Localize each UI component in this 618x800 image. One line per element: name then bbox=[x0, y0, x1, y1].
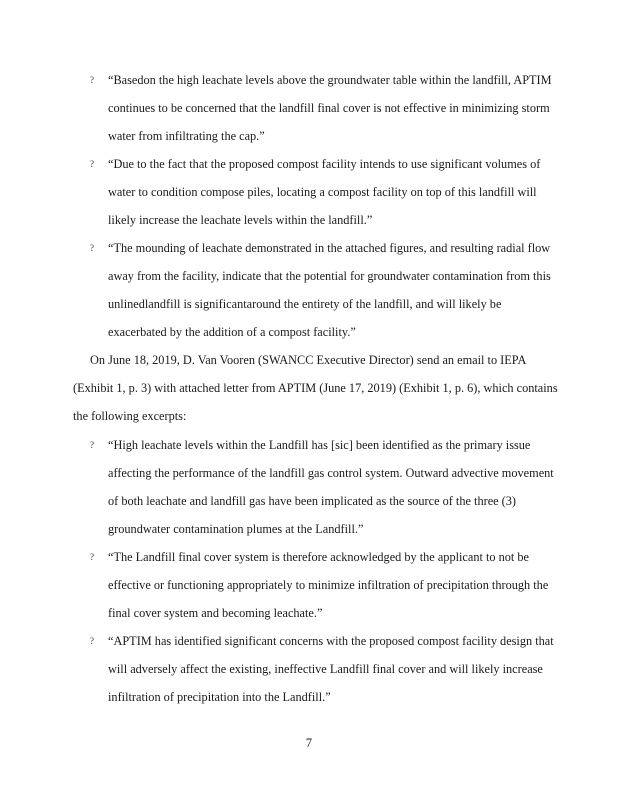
quote-line: unlinedlandfill is significantaround the entirety of the landfill, and will likely be bbox=[108, 297, 502, 311]
bullet-marker-icon: ? bbox=[90, 552, 94, 562]
bullet-marker-icon: ? bbox=[90, 440, 94, 450]
quote-line: infiltration of precipitation into the Landfill.” bbox=[108, 690, 331, 704]
paragraph-line: the following excerpts: bbox=[73, 409, 187, 423]
paragraph-line: (Exhibit 1, p. 3) with attached letter from APTIM (June 17, 2019) (Exhibit 1, p. 6), which contains bbox=[73, 381, 558, 395]
quote-line: likely increase the leachate levels within the landfill.” bbox=[108, 213, 373, 227]
paragraph-line: On June 18, 2019, D. Van Vooren (SWANCC Executive Director) send an email to IEPA bbox=[90, 353, 527, 367]
quote-line: of both leachate and landfill gas have been implicated as the source of the three (3) bbox=[108, 494, 517, 508]
quote-line: final cover system and becoming leachate.” bbox=[108, 606, 323, 620]
quote-line: water to condition compose piles, locating a compost facility on top of this landfill will bbox=[108, 185, 537, 199]
quote-line: affecting the performance of the landfill gas control system. Outward advective movement bbox=[108, 466, 554, 480]
quote-line: “High leachate levels within the Landfill has [sic] been identified as the primary issue bbox=[108, 438, 531, 452]
bullet-marker-icon: ? bbox=[90, 243, 94, 253]
quote-line: groundwater contamination plumes at the Landfill.” bbox=[108, 522, 364, 536]
quote-line: water from infiltrating the cap.” bbox=[108, 129, 265, 143]
quote-line: exacerbated by the addition of a compost facility.” bbox=[108, 325, 356, 339]
quote-line: “The mounding of leachate demonstrated in the attached figures, and resulting radial flow bbox=[108, 241, 551, 255]
quote-line: “The Landfill final cover system is therefore acknowledged by the applicant to not be bbox=[108, 550, 530, 564]
quote-line: “Due to the fact that the proposed compost facility intends to use significant volumes of bbox=[108, 157, 541, 171]
bullet-marker-icon: ? bbox=[90, 75, 94, 85]
quote-line: “Basedon the high leachate levels above the groundwater table within the landfill, APTIM bbox=[108, 73, 552, 87]
quote-line: “APTIM has identified significant concerns with the proposed compost facility design that bbox=[108, 634, 554, 648]
quote-line: will adversely affect the existing, ineffective Landfill final cover and will likely increase bbox=[108, 662, 543, 676]
bullet-marker-icon: ? bbox=[90, 636, 94, 646]
quote-line: effective or functioning appropriately to minimize infiltration of precipitation through the bbox=[108, 578, 549, 592]
quote-line: away from the facility, indicate that the potential for groundwater contamination from this bbox=[108, 269, 551, 283]
page-number: 7 bbox=[305, 736, 313, 750]
bullet-marker-icon: ? bbox=[90, 159, 94, 169]
quote-line: continues to be concerned that the landfill final cover is not effective in minimizing storm bbox=[108, 101, 550, 115]
